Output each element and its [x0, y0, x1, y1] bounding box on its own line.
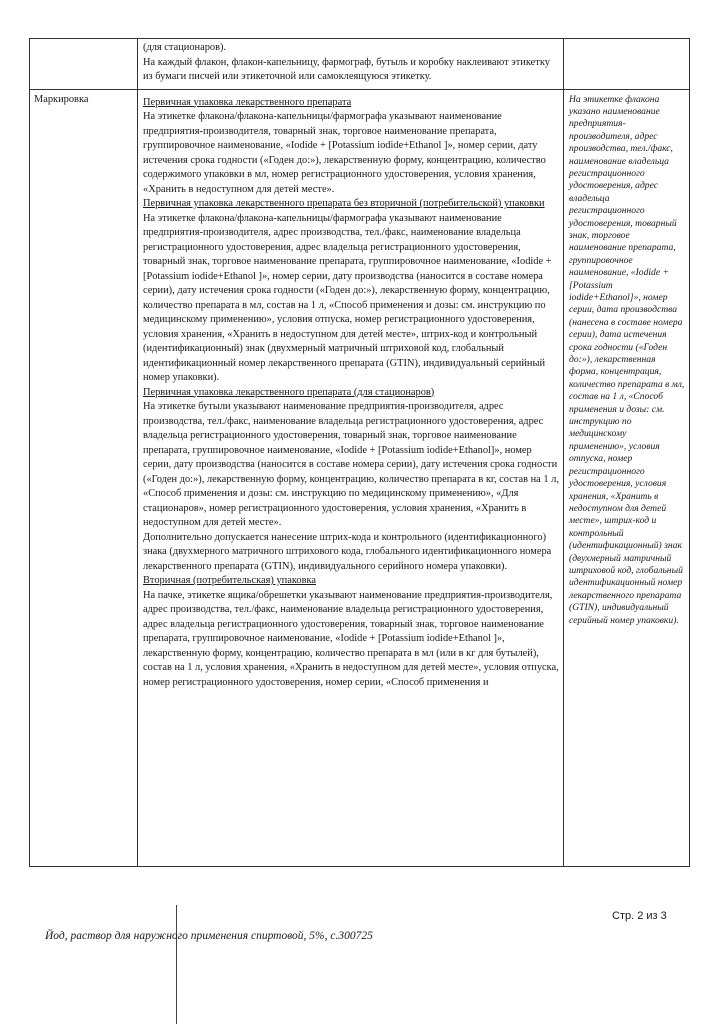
text-line: На каждый флакон, флакон-капельницу, фармограф, бутыль и коробку наклеивают этикетку из бумаги писчей или этикеточной или самоклеящуюся этикетку. — [143, 56, 550, 82]
document-footer: Йод, раствор для наружного применения спиртовой, 5%, с.300725 — [45, 930, 373, 942]
content-cell — [138, 89, 564, 866]
label-cell — [30, 89, 138, 866]
note-cell — [564, 39, 690, 90]
section-heading: Первичная упаковка лекарственного препарата без вторичной (потребительской) упаковки — [143, 198, 545, 209]
section-heading: Первичная упаковка лекарственного препарата (для стационаров) — [143, 386, 435, 398]
page-number: Стр. 2 из 3 — [612, 910, 667, 922]
section-text: На пачке, этикетке ящика/обрешетки указывают наименование предприятия-производителя, адрес производства, тел./факс, наименование владельца регистрационного удостоверения, адрес владельца регистрационного удостоверения, товарный знак, торговое наименование препарата, группировочное наименование, «Iodide + [Potassium iodide+Ethanol ]», лекарственную форму, концентрацию, количество препарата в мл (или в кг для бутылей), состав на 1 л, условия хранения, «Хранить в недоступном для детей месте», условия отпуска, номер регистрационного удостоверения, номер серии, «Способ применения и — [143, 589, 559, 688]
label-cell — [30, 39, 138, 90]
table-row — [30, 39, 690, 90]
section-heading: Вторичная (потребительская) упаковка — [143, 575, 316, 586]
spec-table — [29, 38, 690, 867]
row-label: Маркировка — [34, 93, 89, 105]
text-line: (для стационаров). — [143, 42, 227, 53]
content-cell — [138, 39, 564, 90]
margin-line — [176, 905, 177, 1024]
section-text: На этикетке флакона/флакона-капельницы/фармографа указывают наименование предприятия-производителя, товарный знак, торговое наименование препарата, группировочное наименование, «Iodide + [Potassium iodide+Ethanol ]», номер серии, дату истечения срока годности («Годен до:»), лекарственную форму, концентрацию, количество содержимого упаковки в мл, номер регистрационного удостоверения, условия хранения, «Хранить в недоступном для детей месте». — [143, 111, 546, 195]
note-cell — [564, 89, 690, 866]
section-text: На этикетке флакона/флакона-капельницы/фармографа указывают наименование предприятия-производителя, адрес производства, тел./факс, наименование владельца регистрационного удостоверения, адрес владельца регистрационного удостоверения, товарный знак, торговое наименование препарата, группировочное наименование, «Iodide + [Potassium iodide+Ethanol ]», номер серии, дату производства (наносится в составе номера серии), дату истечения срока годности («Годен до:»), лекарственную форму, концентрацию, количество препарата в мл, состав на 1 л, «Способ применения и дозы: см. инструкцию по медицинскому применению», условия отпуска, номер регистрационного удостоверения, условия хранения, «Хранить в недоступном для детей месте», штрих-код и контрольный (идентификационный) знак (двухмерный матричный штриховой код, глобальный идентификационный номер лекарственного препарата (GTIN), индивидуальный серийный номер упаковки). — [143, 212, 552, 383]
section-text: Дополнительно допускается нанесение штрих-кода и контрольного (идентификационного) знака (двухмерного матричного штрихового кода, глобального идентификационного номера лекарственного препарата (GTIN), индивидуального серийного номера упаковки). — [143, 531, 552, 572]
table-row — [30, 89, 690, 866]
section-text: На этикетке бутыли указывают наименование предприятия-производителя, адрес производства, тел./факс, наименование владельца регистрационного удостоверения, адрес владельца регистрационного удостоверения, товарный знак, торговое наименование препарата, группировочное наименование, «Iodide + [Potassium iodide+Ethanol]», номер серии, дату производства (наносится в составе номера серии), дату истечения срока годности («Годен до:»), лекарственную форму, концентрацию, количество препарата в кг, состав на 1 л, «Способ применения и дозы: см. инструкцию по медицинскому применению», «Для стационаров», номер регистрационного удостоверения, условия хранения, «Хранить в недоступном для детей месте». — [143, 401, 559, 528]
section-heading: Первичная упаковка лекарственного препарата — [143, 96, 352, 108]
note-text: На этикетке флакона указано наименование предприятия-производителя, адрес производства, тел./факс, наименование владельца регистрационного удостоверения, адрес владельца регистрационного удостоверения, товарный знак, торговое наименование препарата, группировочное наименование, «Iodide + [Potassium iodide+Ethanol]», номер серии, дата производства (нанесена в составе номера серии), дата истечения срока годности («Годен до:»), лекарственная форма, концентрация, количество препарата в мл, состав на 1 л, «Способ применения и дозы: см. инструкцию по медицинскому применению», условия отпуска, номер регистрационного удостоверения, условия хранения, «Хранить в недоступном для детей месте», штрих-код и контрольный (идентификационный) знак (двухмерный матричный штриховой код, глобальный идентификационный номер лекарственного препарата (GTIN), индивидуальный серийный номер упаковки). — [569, 93, 685, 626]
